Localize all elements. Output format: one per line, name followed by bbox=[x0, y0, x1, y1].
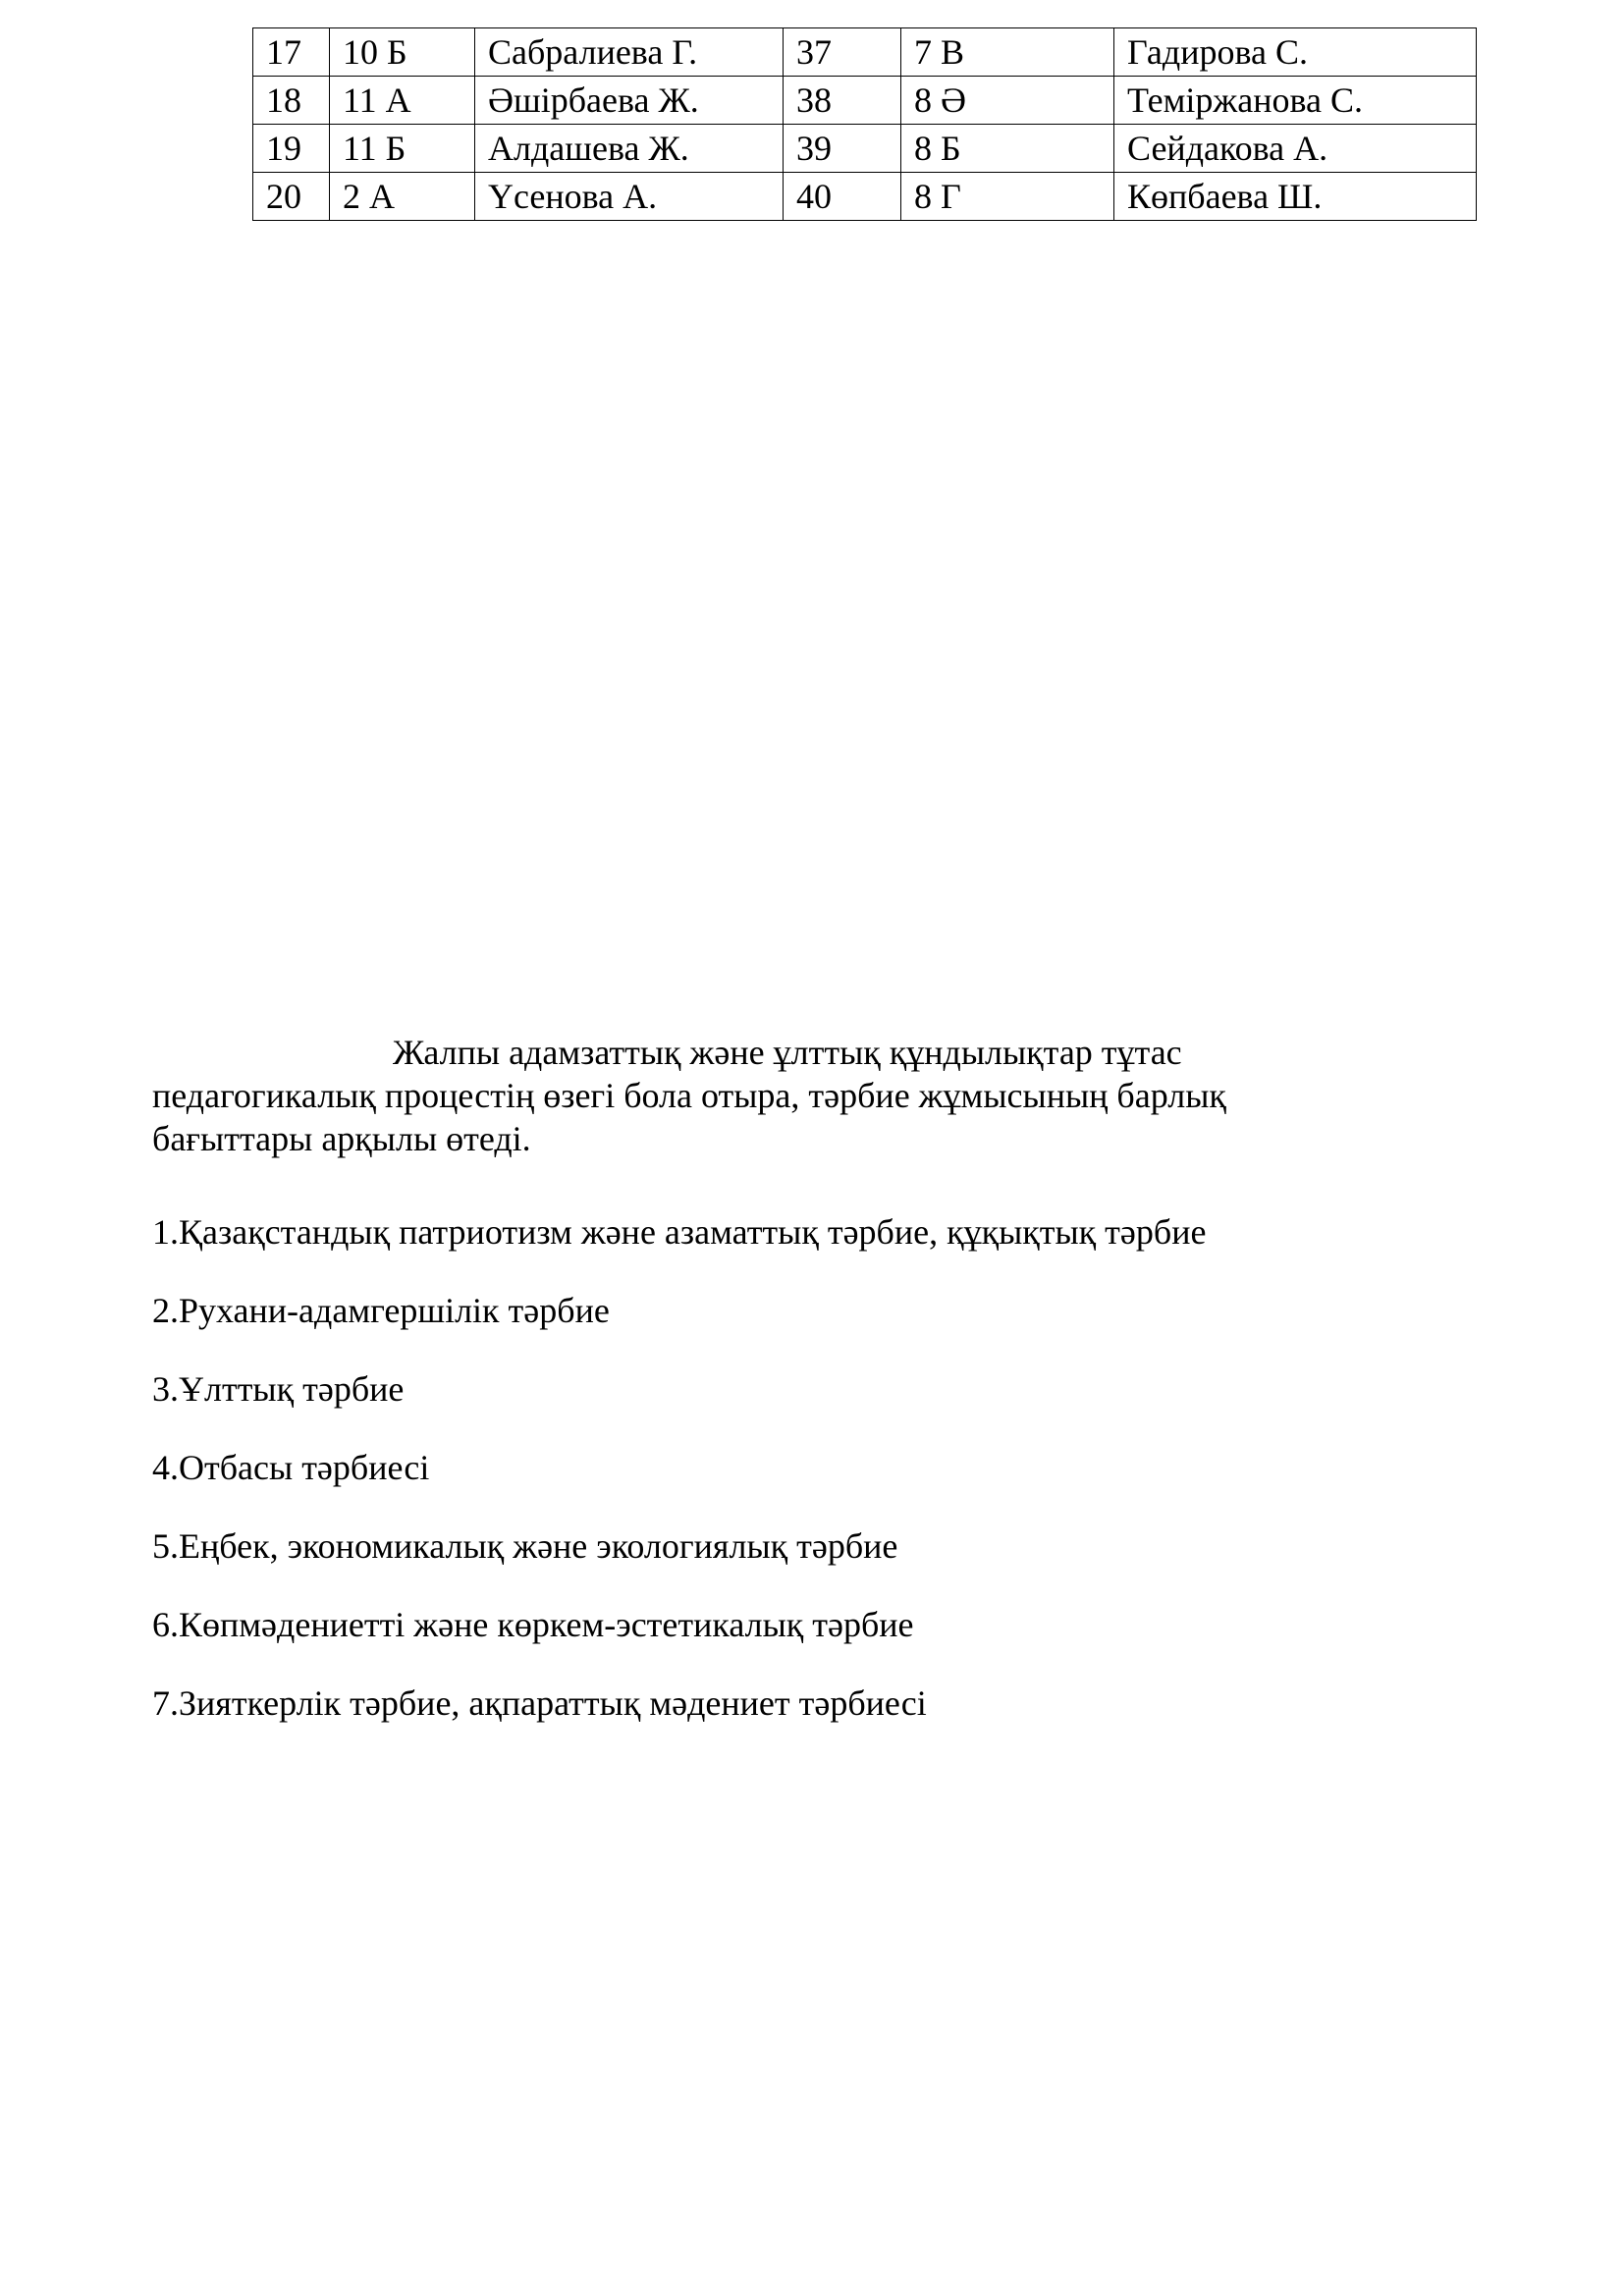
row-number: 39 bbox=[784, 125, 901, 173]
row-number: 18 bbox=[253, 77, 330, 125]
table-row bbox=[253, 28, 1477, 77]
list-item: 6.Көпмәдениетті және көркем-эстетикалық тәрбие bbox=[152, 1605, 914, 1644]
class-name: 11 А bbox=[330, 77, 475, 125]
row-number: 40 bbox=[784, 173, 901, 221]
row-number: 17 bbox=[253, 28, 330, 77]
list-item: 1.Қазақстандық патриотизм және азаматтық тәрбие, құқықтық тәрбие bbox=[152, 1212, 1207, 1252]
class-name: 10 Б bbox=[330, 28, 475, 77]
table-row bbox=[253, 173, 1477, 221]
teacher-name: Әшірбаева Ж. bbox=[475, 77, 784, 125]
teacher-name: Көпбаева Ш. bbox=[1114, 173, 1477, 221]
class-name: 7 В bbox=[901, 28, 1114, 77]
upbringing-directions-list bbox=[152, 1210, 1206, 1760]
class-name: 11 Б bbox=[330, 125, 475, 173]
row-number: 19 bbox=[253, 125, 330, 173]
row-number: 37 bbox=[784, 28, 901, 77]
class-name: 8 Ә bbox=[901, 77, 1114, 125]
class-name: 8 Г bbox=[901, 173, 1114, 221]
teacher-name: Алдашева Ж. bbox=[475, 125, 784, 173]
list-item: 7.Зияткерлік тәрбие, ақпараттық мәдениет тәрбиесі bbox=[152, 1683, 927, 1723]
table-row bbox=[253, 77, 1477, 125]
list-item: 3.Ұлттық тәрбие bbox=[152, 1369, 405, 1409]
class-name: 2 А bbox=[330, 173, 475, 221]
intro-paragraph bbox=[152, 1031, 1389, 1160]
teacher-name: Сейдакова А. bbox=[1114, 125, 1477, 173]
teacher-name: Гадирова С. bbox=[1114, 28, 1477, 77]
list-item: 4.Отбасы тәрбиесі bbox=[152, 1448, 430, 1487]
row-number: 38 bbox=[784, 77, 901, 125]
class-teacher-table bbox=[252, 27, 1477, 221]
intro-text: Жалпы адамзаттық және ұлттық құндылықтар тұтас педагогикалық процестің өзегі бола отыра, тәрбие жұмысының барлық бағыттары арқылы өтеді. bbox=[152, 1033, 1226, 1158]
teacher-name: Теміржанова С. bbox=[1114, 77, 1477, 125]
table-row bbox=[253, 125, 1477, 173]
row-number: 20 bbox=[253, 173, 330, 221]
list-item: 2.Рухани-адамгершілік тәрбие bbox=[152, 1291, 610, 1330]
teacher-name: Үсенова А. bbox=[475, 173, 784, 221]
teacher-name: Сабралиева Г. bbox=[475, 28, 784, 77]
class-name: 8 Б bbox=[901, 125, 1114, 173]
list-item: 5.Еңбек, экономикалық және экологиялық тәрбие bbox=[152, 1526, 898, 1566]
